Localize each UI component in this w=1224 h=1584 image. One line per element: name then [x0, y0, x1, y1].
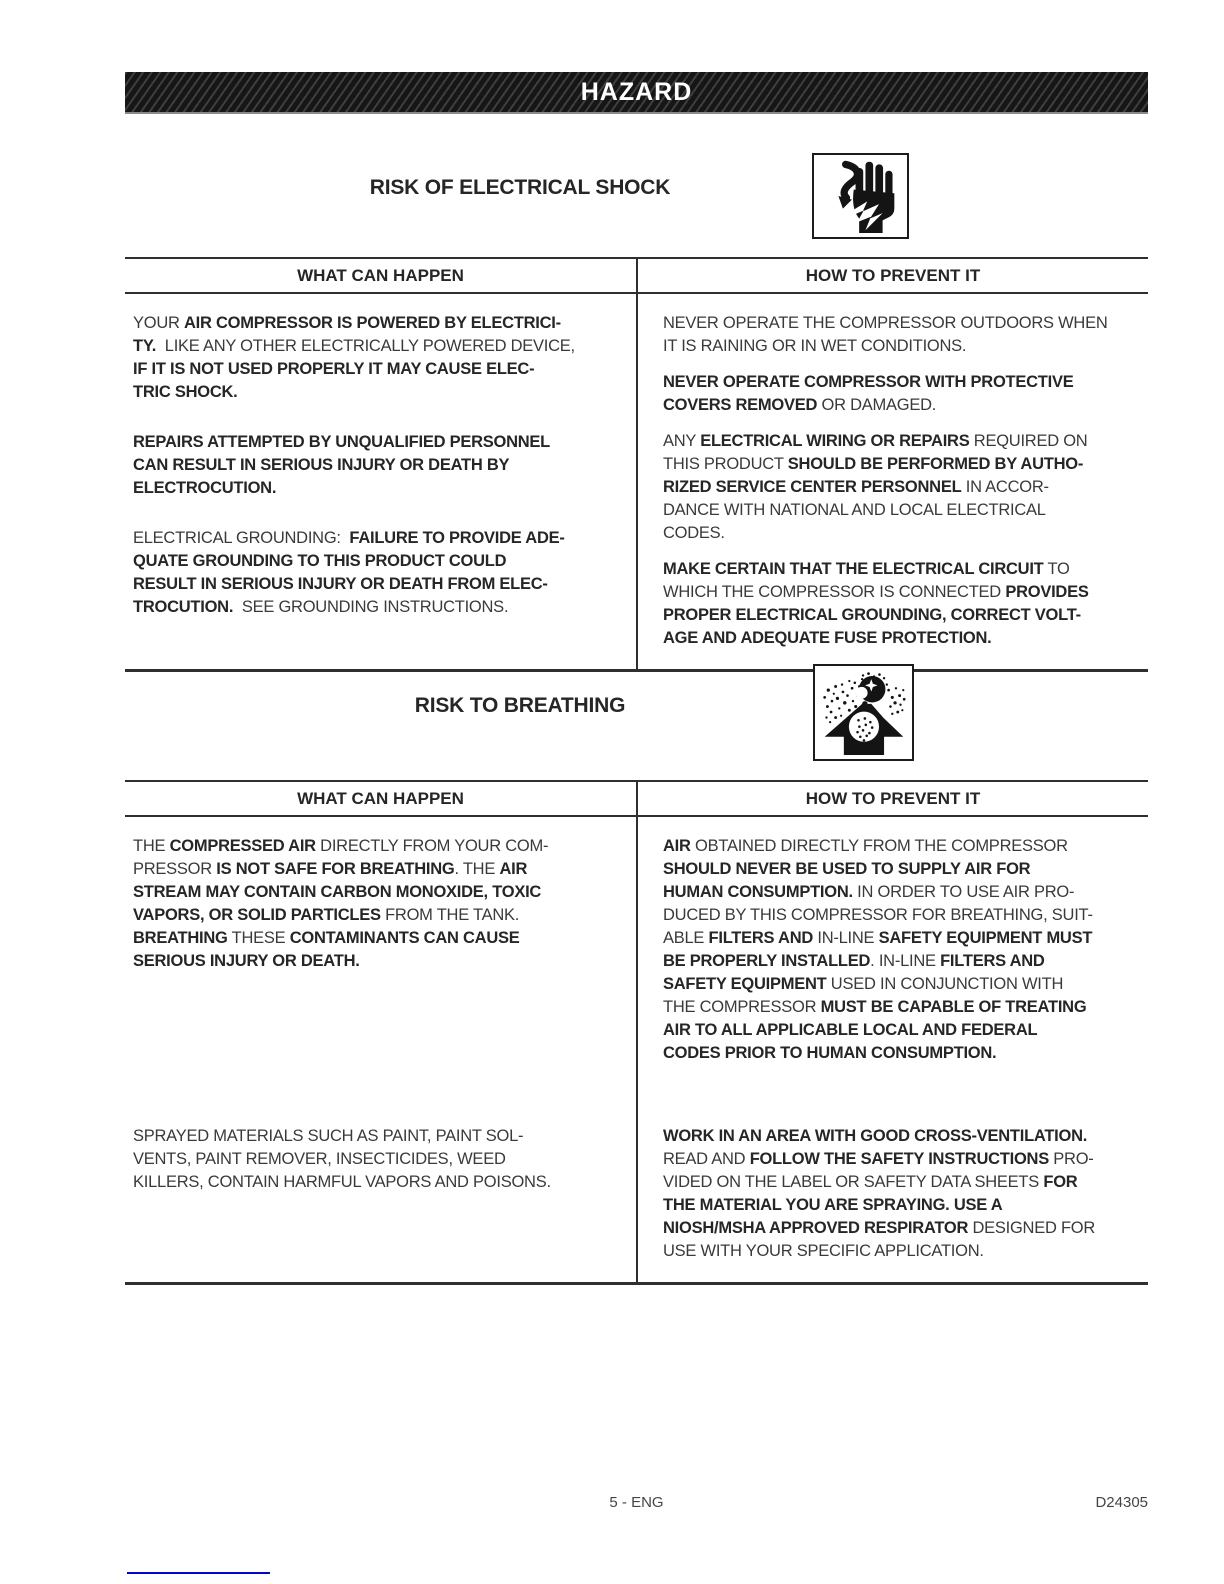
paragraph: NEVER OPERATE COMPRESSOR WITH PROTECTIVE COVERS REMOVED OR DAMAGED.: [663, 373, 1074, 414]
electrical-shock-table: [125, 257, 1148, 672]
paragraph: REPAIRS ATTEMPTED BY UNQUALIFIED PERSONNEL CAN RESULT IN SERIOUS INJURY OR DEATH BY ELECTROCUTION.: [133, 433, 551, 497]
column-header-what-can-happen: WHAT CAN HAPPEN: [125, 259, 638, 292]
hazard-banner-label: HAZARD: [580, 77, 693, 106]
column-header-how-to-prevent-it: HOW TO PREVENT IT: [805, 789, 981, 808]
table-cell-how-to-prevent-it: [638, 817, 1148, 1107]
paragraph: SPRAYED MATERIALS SUCH AS PAINT, PAINT SOL- VENTS, PAINT REMOVER, INSECTICIDES, WEED KILLERS, CONTAIN HARMFUL VAPORS AND POISONS.: [133, 1127, 551, 1191]
page-number: 5 - ENG: [609, 1494, 664, 1511]
section-title-breathing: RISK TO BREATHING: [414, 694, 626, 717]
table-header-row: [125, 257, 1148, 294]
paragraph: YOUR AIR COMPRESSOR IS POWERED BY ELECTRICI- TY. LIKE ANY OTHER ELECTRICALLY POWERED DEVICE, IF IT IS NOT USED PROPERLY IT MAY CAUSE ELEC- TRIC SHOCK.: [133, 314, 575, 401]
table-row: [125, 1107, 1148, 1282]
paragraph: ELECTRICAL GROUNDING: FAILURE TO PROVIDE ADE- QUATE GROUNDING TO THIS PRODUCT COULD RESULT IN SERIOUS INJURY OR DEATH FROM ELEC- TROCUTION. SEE GROUNDING INSTRUCTIONS.: [133, 529, 565, 616]
paragraph: AIR OBTAINED DIRECTLY FROM THE COMPRESSOR SHOULD NEVER BE USED TO SUPPLY AIR FOR HUMAN CONSUMPTION. IN ORDER TO USE AIR PRO- DUCED BY THIS COMPRESSOR FOR BREATHING, SUIT- ABLE FILTERS AND IN-LINE SAFETY EQUIPMENT MUST BE PROPERLY INSTALLED. IN-LINE FILTERS AND SAFETY EQUIPMENT USED IN CONJUNCTION WITH THE COMPRESSOR MUST BE CAPABLE OF TREATING AIR TO ALL APPLICABLE LOCAL AND FEDERAL CODES PRIOR TO HUMAN CONSUMPTION.: [663, 837, 1093, 1062]
table-cell-what-can-happen: [125, 817, 638, 1107]
column-header-what-can-happen: WHAT CAN HAPPEN: [125, 782, 638, 815]
paragraph: ANY ELECTRICAL WIRING OR REPAIRS REQUIRED ON THIS PRODUCT SHOULD BE PERFORMED BY AUTHO- RIZED SERVICE CENTER PERSONNEL IN ACCOR- DANCE WITH NATIONAL AND LOCAL ELECTRICAL CODES.: [663, 432, 1088, 542]
paragraph: THE COMPRESSED AIR DIRECTLY FROM YOUR COM- PRESSOR IS NOT SAFE FOR BREATHING. THE AIR STREAM MAY CONTAIN CARBON MONOXIDE, TOXIC VAPORS, OR SOLID PARTICLES FROM THE TANK. BREATHING THESE CONTAMINANTS CAN CAUSE SERIOUS INJURY OR DEATH.: [133, 837, 549, 970]
table-cell-what-can-happen: [125, 294, 638, 669]
column-header-how-to-prevent-it: HOW TO PREVENT IT: [805, 266, 981, 285]
document-number: D24305: [1095, 1494, 1148, 1511]
table-cell-how-to-prevent-it: [638, 294, 1148, 669]
electric-shock-hand-glyph: [818, 159, 903, 233]
electric-shock-hand-icon: [812, 153, 909, 239]
paragraph: NEVER OPERATE THE COMPRESSOR OUTDOORS WHEN IT IS RAINING OR IN WET CONDITIONS.: [663, 314, 1108, 355]
table-cell-what-can-happen: [125, 1107, 638, 1282]
breathing-hazard-icon: [813, 664, 914, 761]
table-cell-how-to-prevent-it: [638, 1107, 1148, 1282]
paragraph: MAKE CERTAIN THAT THE ELECTRICAL CIRCUIT TO WHICH THE COMPRESSOR IS CONNECTED PROVIDES PROPER ELECTRICAL GROUNDING, CORRECT VOLT- AGE AND ADEQUATE FUSE PROTECTION.: [663, 560, 1089, 647]
table-row: [125, 817, 1148, 1107]
table-header-row: [125, 780, 1148, 817]
breathing-hazard-glyph: [819, 670, 908, 755]
table-row: [125, 294, 1148, 669]
section-title-electrical-shock: RISK OF ELECTRICAL SHOCK: [369, 176, 671, 199]
hazard-banner: [125, 72, 1148, 114]
link-underline-mark: [127, 1572, 270, 1574]
paragraph: WORK IN AN AREA WITH GOOD CROSS-VENTILATION. READ AND FOLLOW THE SAFETY INSTRUCTIONS PRO- VIDED ON THE LABEL OR SAFETY DATA SHEETS FOR THE MATERIAL YOU ARE SPRAYING. USE A NIOSH/MSHA APPROVED RESPIRATOR DESIGNED FOR USE WITH YOUR SPECIFIC APPLICATION.: [663, 1127, 1096, 1260]
breathing-table: [125, 780, 1148, 1285]
